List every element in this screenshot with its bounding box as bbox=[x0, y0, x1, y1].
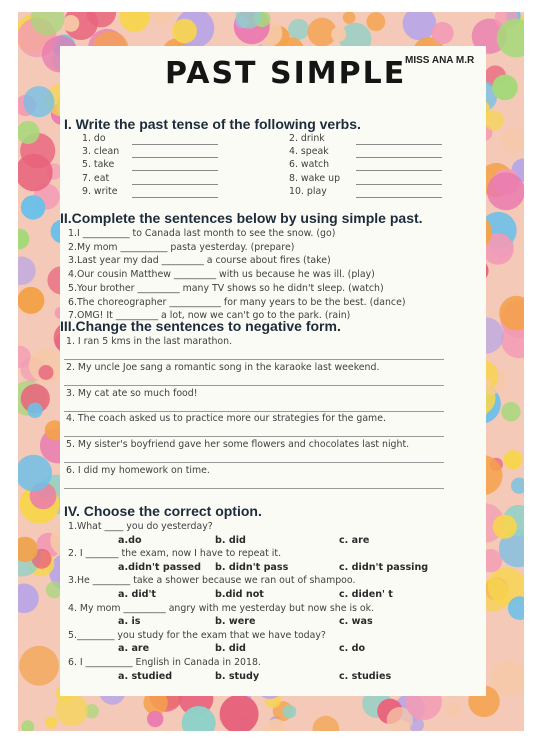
confetti-dot bbox=[19, 646, 59, 686]
option-c: c. was bbox=[339, 616, 373, 628]
option-c: c. do bbox=[339, 643, 366, 655]
confetti-dot bbox=[343, 12, 356, 24]
confetti-dot bbox=[18, 287, 44, 314]
multiple-choice-question: 5.________ you study for the exam that we have today? bbox=[68, 629, 326, 641]
verb-answer-blank[interactable] bbox=[356, 170, 442, 171]
verb-answer-blank[interactable] bbox=[132, 170, 218, 171]
option-b: b.did not bbox=[215, 588, 264, 600]
confetti-dot bbox=[492, 75, 518, 101]
confetti-dot bbox=[493, 515, 517, 539]
multiple-choice-question: 1.What ____ you do yesterday? bbox=[68, 521, 213, 532]
verb-item-right: 2. drink bbox=[289, 133, 325, 144]
option-c: c. are bbox=[339, 534, 370, 546]
negative-form-sentence: 5. My sister's boyfriend gave her some flowers and chocolates last night. bbox=[66, 439, 410, 451]
confetti-dot bbox=[147, 711, 163, 727]
section-1-heading: I. Write the past tense of the following verbs. bbox=[64, 116, 361, 132]
confetti-dot bbox=[283, 705, 297, 719]
option-a: a.didn't passed bbox=[118, 561, 201, 573]
negative-form-sentence: 4. The coach asked us to practice more our strategies for the game. bbox=[66, 413, 386, 425]
verb-answer-blank[interactable] bbox=[132, 157, 218, 158]
author-name: MISS ANA M.R bbox=[405, 55, 475, 66]
fill-in-sentence: 1.I __________ to Canada last month to see the snow. (go) bbox=[68, 228, 336, 239]
option-a: a. are bbox=[118, 643, 150, 655]
section-3-heading: III.Change the sentences to negative form. bbox=[60, 318, 341, 334]
verb-answer-blank[interactable] bbox=[356, 144, 442, 145]
verb-item-left: 1. do bbox=[82, 133, 106, 144]
option-b: b. did bbox=[215, 534, 246, 546]
fill-in-sentence: 7.OMG! It _________ a lot, now we can't go to the park. (rain) bbox=[68, 310, 351, 322]
fill-in-sentence: 6.The choreographer ___________ for many years to be the best. (dance) bbox=[68, 296, 406, 308]
negative-form-sentence: 1. I ran 5 kms in the last marathon. bbox=[66, 336, 233, 347]
confetti-dot bbox=[367, 12, 386, 31]
confetti-dot bbox=[27, 403, 42, 418]
confetti-dot bbox=[23, 86, 54, 117]
worksheet-paper bbox=[60, 46, 486, 696]
verb-answer-blank[interactable] bbox=[356, 157, 442, 158]
multiple-choice-question: 2. I _______ the exam, now I have to repeat it. bbox=[68, 548, 282, 560]
verb-item-right: 4. speak bbox=[289, 146, 329, 158]
negative-form-sentence: 3. My cat ate so much food! bbox=[66, 387, 198, 399]
confetti-dot bbox=[501, 402, 520, 421]
confetti-dot bbox=[63, 15, 80, 32]
section-4-heading: IV. Choose the correct option. bbox=[64, 503, 262, 519]
confetti-dot bbox=[120, 12, 150, 32]
answer-line[interactable] bbox=[64, 359, 444, 360]
option-c: c. diden' t bbox=[339, 588, 393, 600]
section-2-heading: II.Complete the sentences below by using simple past. bbox=[60, 210, 423, 226]
verb-answer-blank[interactable] bbox=[132, 184, 218, 185]
negative-form-sentence: 6. I did my homework on time. bbox=[66, 465, 210, 476]
verb-item-right: 6. watch bbox=[289, 159, 330, 171]
answer-line[interactable] bbox=[64, 436, 444, 437]
answer-line[interactable] bbox=[64, 385, 444, 386]
option-c: c. didn't passing bbox=[339, 561, 429, 573]
verb-answer-blank[interactable] bbox=[356, 197, 442, 198]
option-a: a.do bbox=[118, 534, 142, 546]
option-c: c. studies bbox=[339, 670, 392, 682]
option-b: b. were bbox=[215, 616, 256, 628]
confetti-dot bbox=[511, 478, 524, 494]
confetti-dot bbox=[220, 695, 259, 731]
verb-answer-blank[interactable] bbox=[132, 197, 218, 198]
option-a: a. studied bbox=[118, 670, 173, 682]
confetti-dot bbox=[18, 584, 39, 614]
confetti-dot bbox=[331, 27, 346, 42]
confetti-dot bbox=[446, 702, 462, 718]
confetti-dot bbox=[432, 22, 454, 44]
negative-form-sentence: 2. My uncle Joe sang a romantic song in the karaoke last weekend. bbox=[66, 361, 380, 373]
multiple-choice-question: 3.He ________ take a shower because we ran out of shampoo. bbox=[68, 575, 356, 587]
verb-answer-blank[interactable] bbox=[132, 144, 218, 145]
confetti-dot bbox=[487, 172, 524, 210]
verb-item-left: 9. write bbox=[82, 185, 118, 197]
confetti-dot bbox=[504, 450, 523, 469]
page-title: PAST SIMPLE bbox=[165, 56, 407, 91]
verb-answer-blank[interactable] bbox=[356, 184, 442, 185]
answer-line[interactable] bbox=[64, 411, 444, 412]
confetti-dot bbox=[501, 128, 524, 153]
confetti-dot bbox=[18, 257, 36, 285]
verb-item-right: 8. wake up bbox=[289, 172, 341, 184]
verb-item-right: 10. play bbox=[289, 185, 327, 197]
multiple-choice-question: 6. I __________ English in Canada in 2018. bbox=[68, 657, 261, 668]
fill-in-sentence: 4.Our cousin Matthew _________ with us because he was ill. (play) bbox=[68, 269, 375, 281]
confetti-dot bbox=[21, 720, 34, 731]
confetti-dot bbox=[45, 716, 57, 728]
fill-in-sentence: 2.My mom __________ pasta yesterday. (prepare) bbox=[68, 241, 295, 253]
multiple-choice-question: 4. My mom _________ angry with me yesterday but now she is ok. bbox=[68, 602, 375, 614]
confetti-dot bbox=[172, 19, 197, 44]
option-b: b. didn't pass bbox=[215, 561, 289, 573]
confetti-dot bbox=[21, 195, 45, 219]
option-b: b. did bbox=[215, 643, 246, 655]
option-b: b. study bbox=[215, 670, 260, 682]
verb-item-left: 5. take bbox=[82, 159, 115, 171]
confetti-dot bbox=[403, 12, 437, 40]
verb-item-left: 3. clean bbox=[82, 146, 120, 158]
answer-line[interactable] bbox=[64, 488, 444, 489]
option-a: a. is bbox=[118, 616, 141, 628]
confetti-dot bbox=[18, 229, 29, 250]
fill-in-sentence: 3.Last year my dad _________ a course about fires (take) bbox=[68, 255, 331, 267]
confetti-dot bbox=[313, 716, 340, 731]
verb-item-left: 7. eat bbox=[82, 172, 110, 184]
confetti-dot bbox=[288, 19, 309, 40]
fill-in-sentence: 5.Your brother _________ many TV shows so he didn't sleep. (watch) bbox=[68, 282, 384, 294]
confetti-dot bbox=[39, 365, 54, 380]
confetti-dot bbox=[149, 12, 174, 24]
option-a: a. did't bbox=[118, 588, 157, 600]
answer-line[interactable] bbox=[64, 462, 444, 463]
